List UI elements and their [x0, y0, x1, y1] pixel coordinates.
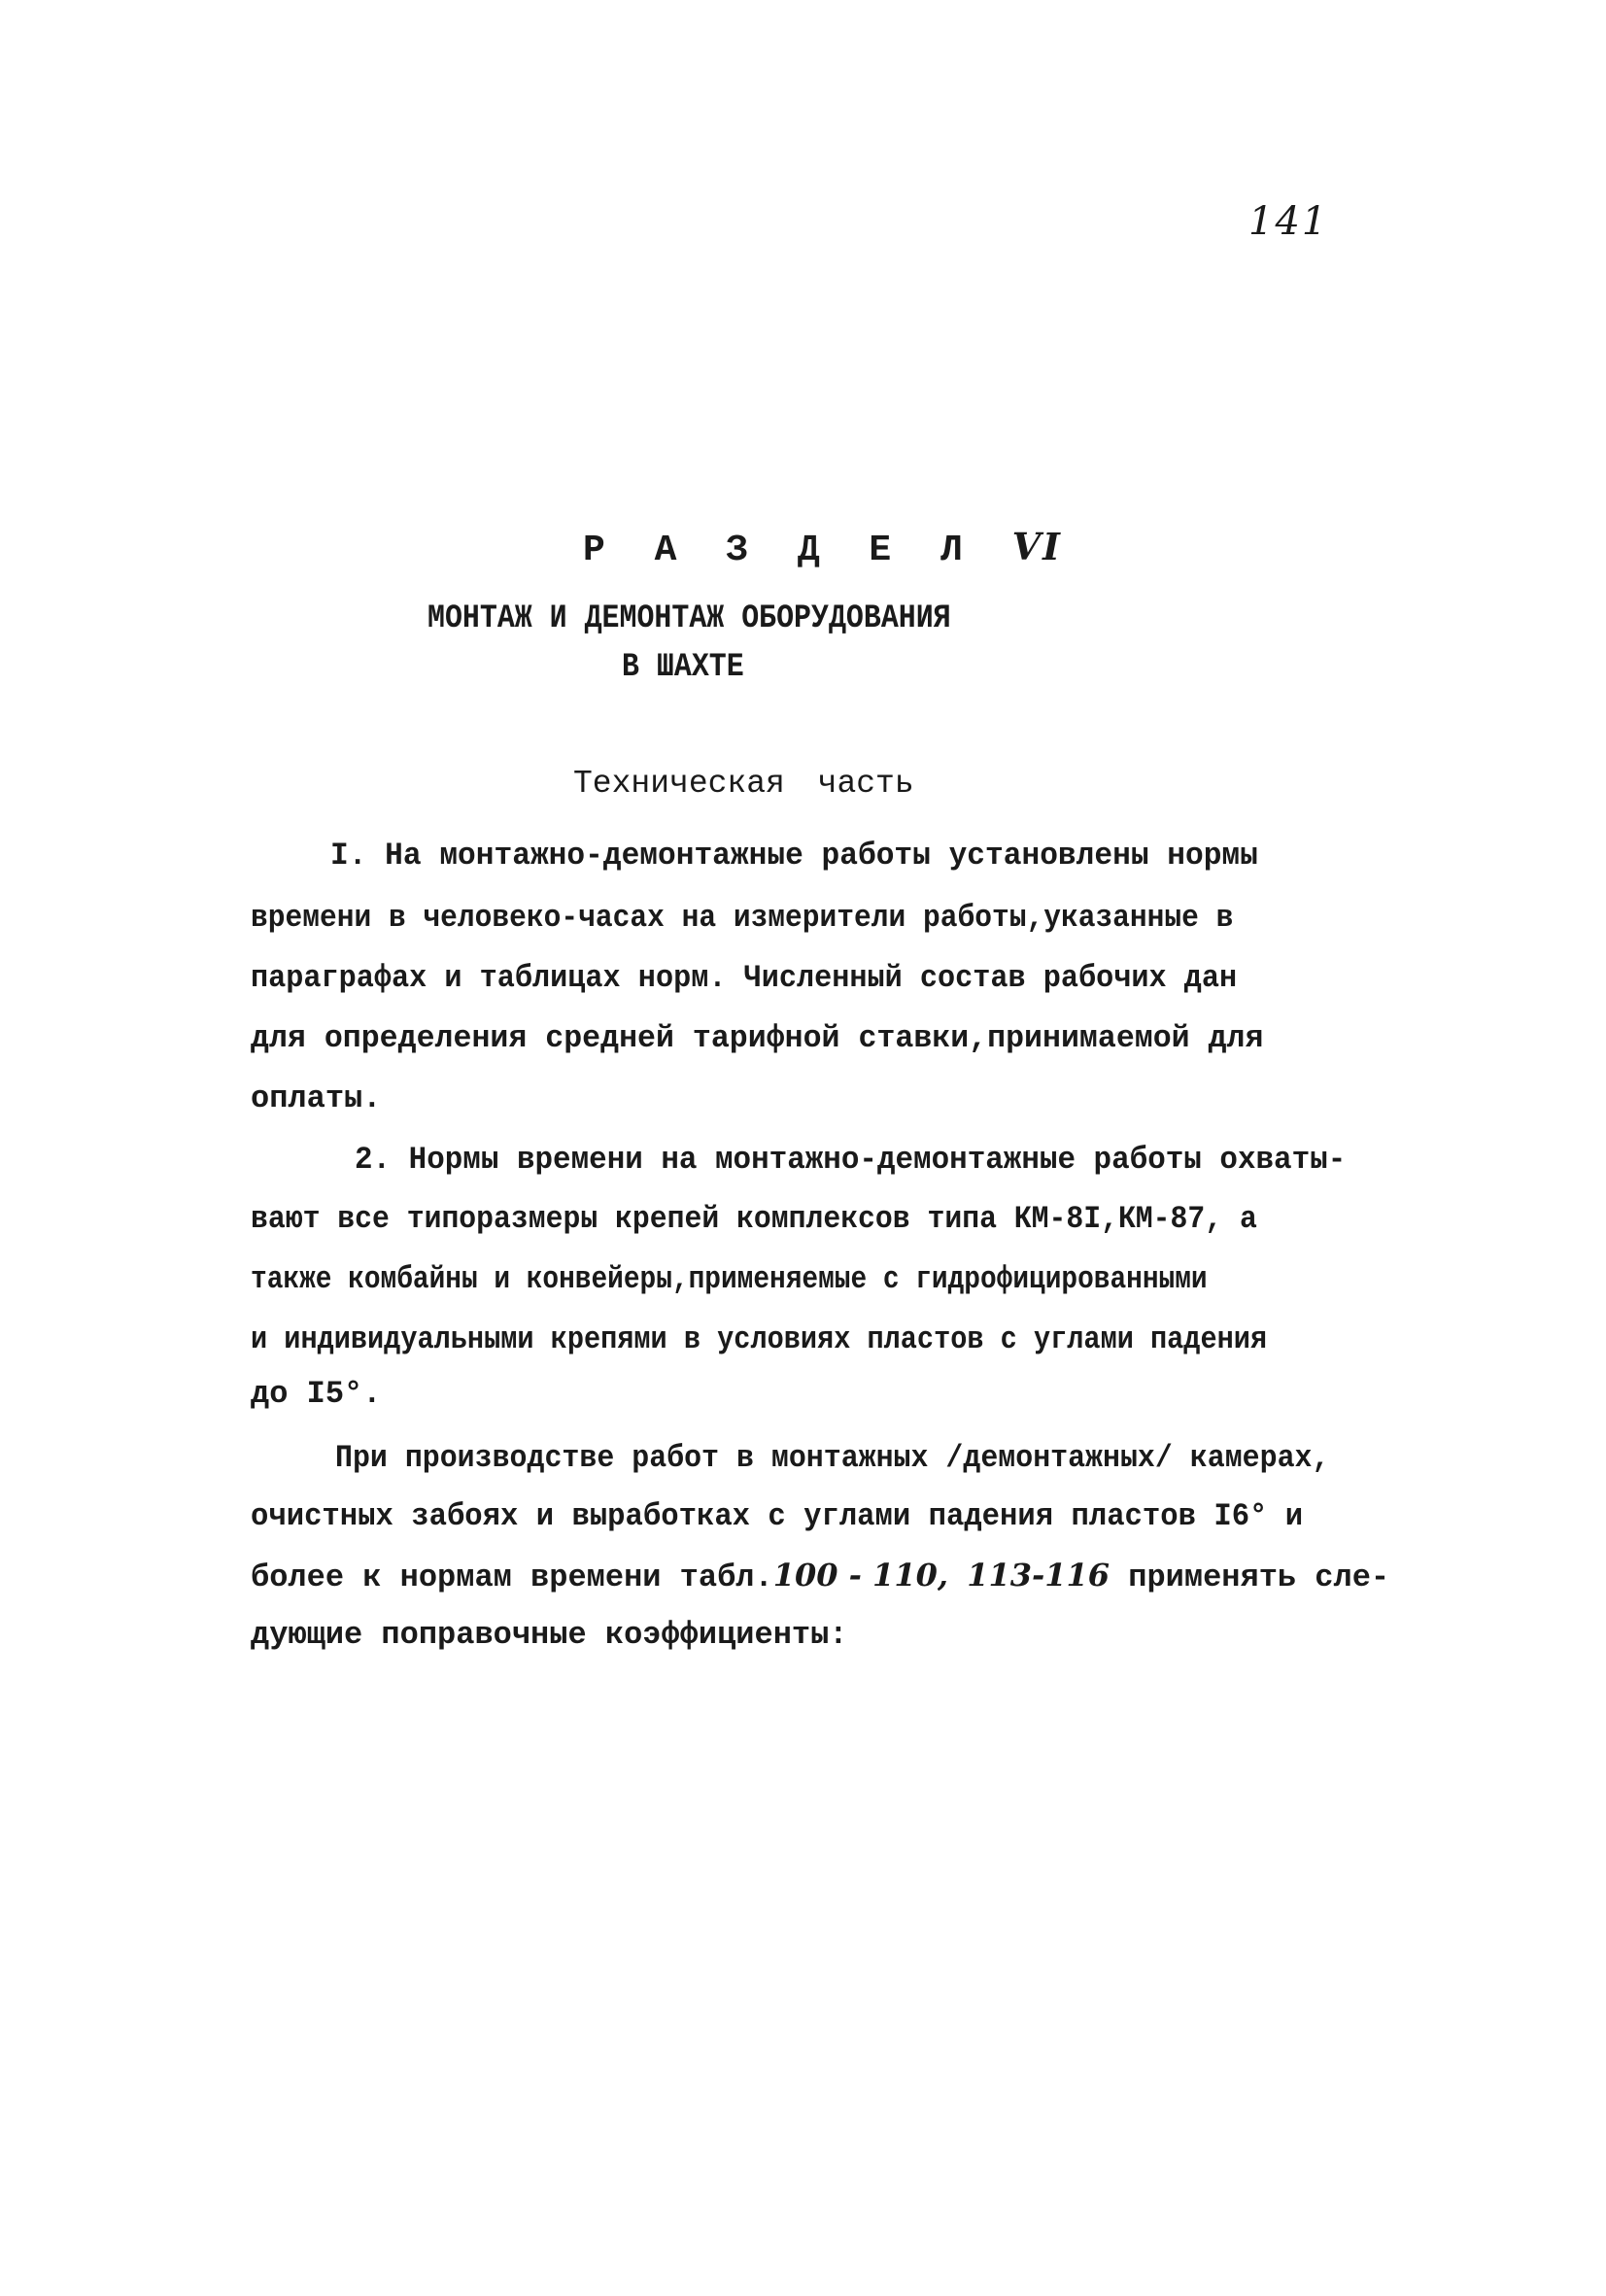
section-heading — [583, 525, 1062, 571]
table-range-2: 113-116 — [967, 1557, 1111, 1593]
title-line-2: В ШАХТЕ — [622, 649, 744, 686]
title-line-1: МОНТАЖ И ДЕМОНТАЖ ОБОРУДОВАНИЯ — [427, 600, 951, 637]
paragraph-2-line-5: до I5°. — [251, 1376, 382, 1412]
subheading: Техническая часть — [573, 766, 914, 802]
paragraph-3-line-3 — [251, 1557, 1389, 1595]
paragraph-3-line-4: дующие поправочные коэффициенты: — [251, 1617, 848, 1653]
paragraph-3-line-2: очистных забоях и выработках с углами падения пластов I6° и — [251, 1498, 1304, 1534]
line-3-text-end: применять сле- — [1128, 1559, 1390, 1595]
line-3-text-start: более к нормам времени табл. — [251, 1559, 773, 1595]
paragraph-2-line-4: и индивидуальными крепями в условиях пластов с углами падения — [251, 1321, 1268, 1357]
paragraph-1-line-2: времени в человеко-часах на измерители работы,указанные в — [251, 900, 1234, 936]
paragraph-1-line-5: оплаты. — [251, 1080, 382, 1116]
paragraph-3-line-1: При производстве работ в монтажных /демонтажных/ камерах, — [335, 1440, 1330, 1476]
page-number: 141 — [1248, 199, 1329, 244]
paragraph-2-line-1: 2. Нормы времени на монтажно-демонтажные работы охваты- — [355, 1142, 1347, 1178]
section-label: Р А З Д Е Л — [583, 530, 976, 571]
paragraph-1-line-1: I. На монтажно-демонтажные работы установлены нормы — [330, 838, 1258, 874]
table-range-1: 100 - 110, — [772, 1557, 948, 1593]
paragraph-2-line-3: также комбайны и конвейеры,применяемые с гидрофицированными — [251, 1261, 1208, 1297]
paragraph-2-line-2: вают все типоразмеры крепей комплексов типа КМ-8I,КМ-87, а — [251, 1201, 1257, 1237]
paragraph-1-line-4: для определения средней тарифной ставки,принимаемой для — [251, 1020, 1264, 1056]
section-number: VI — [1011, 525, 1062, 568]
paragraph-1-line-3: параграфах и таблицах норм. Численный состав рабочих дан — [251, 960, 1238, 996]
